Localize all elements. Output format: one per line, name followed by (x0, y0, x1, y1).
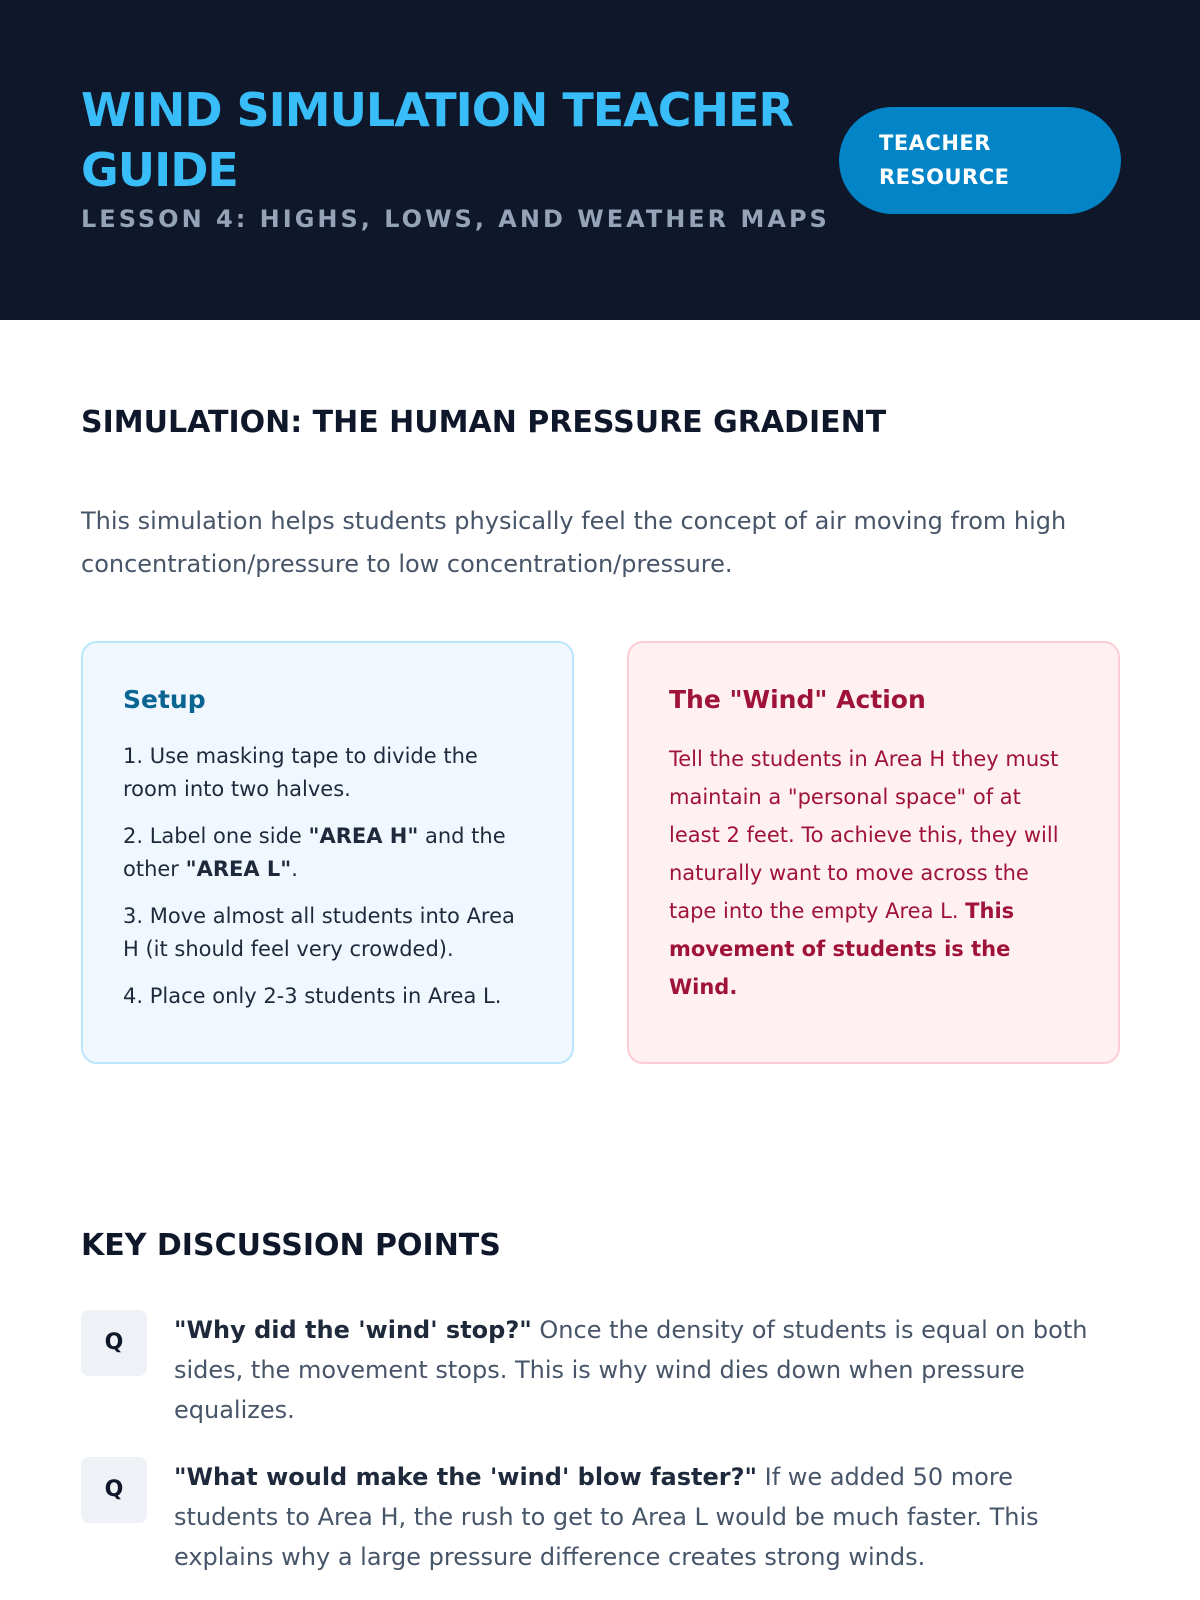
area-l-label: "AREA L" (185, 857, 292, 881)
setup-step-text: and the other (123, 824, 506, 881)
wind-action-text (669, 740, 1078, 1006)
setup-step: 3. Move almost all students into Area H (it should feel very crowded). (123, 904, 515, 961)
discussion-question: "Why did the 'wind' stop?" (174, 1316, 532, 1344)
setup-card (81, 641, 574, 1064)
page-header (0, 0, 1200, 320)
setup-step-text: . (291, 857, 298, 881)
setup-steps-list (123, 740, 532, 1013)
teacher-resource-badge: TEACHER RESOURCE (839, 107, 1121, 214)
setup-step (123, 820, 532, 886)
setup-card-title: Setup (123, 685, 206, 714)
wind-action-card (627, 641, 1120, 1064)
simulation-heading: SIMULATION: THE HUMAN PRESSURE GRADIENT (81, 405, 887, 440)
wind-action-title: The "Wind" Action (669, 685, 926, 714)
wind-action-body: Tell the students in Area H they must maintain a "personal space" of at least 2 feet. To achieve this, they will naturally want to move across the tape into the empty Area L. (669, 747, 1059, 923)
discussion-answer: If we added 50 more students to Area H, the rush to get to Area L would be much faster. This explains why a large pressure difference creates strong winds. (174, 1463, 1039, 1571)
question-badge: Q (81, 1457, 147, 1523)
setup-step-text: 2. Label one side (123, 824, 309, 848)
simulation-intro: This simulation helps students physically feel the concept of air moving from high concentration/pressure to low concentration/pressure. (81, 507, 1067, 578)
discussion-question: "What would make the 'wind' blow faster?" (174, 1463, 758, 1491)
question-badge: Q (81, 1310, 147, 1376)
wind-action-emphasis: This movement of students is the Wind. (669, 899, 1015, 999)
setup-step: 1. Use masking tape to divide the room into two halves. (123, 744, 478, 801)
lesson-subtitle: LESSON 4: HIGHS, LOWS, AND WEATHER MAPS (81, 205, 830, 233)
discussion-text (174, 1457, 1119, 1577)
discussion-heading: KEY DISCUSSION POINTS (81, 1228, 501, 1263)
discussion-answer: Once the density of students is equal on both sides, the movement stops. This is why wind dies down when pressure equalizes. (174, 1316, 1088, 1424)
setup-step: 4. Place only 2-3 students in Area L. (123, 984, 502, 1008)
discussion-text (174, 1310, 1119, 1430)
area-h-label: "AREA H" (308, 824, 419, 848)
page-title: WIND SIMULATION TEACHER GUIDE (81, 83, 793, 197)
